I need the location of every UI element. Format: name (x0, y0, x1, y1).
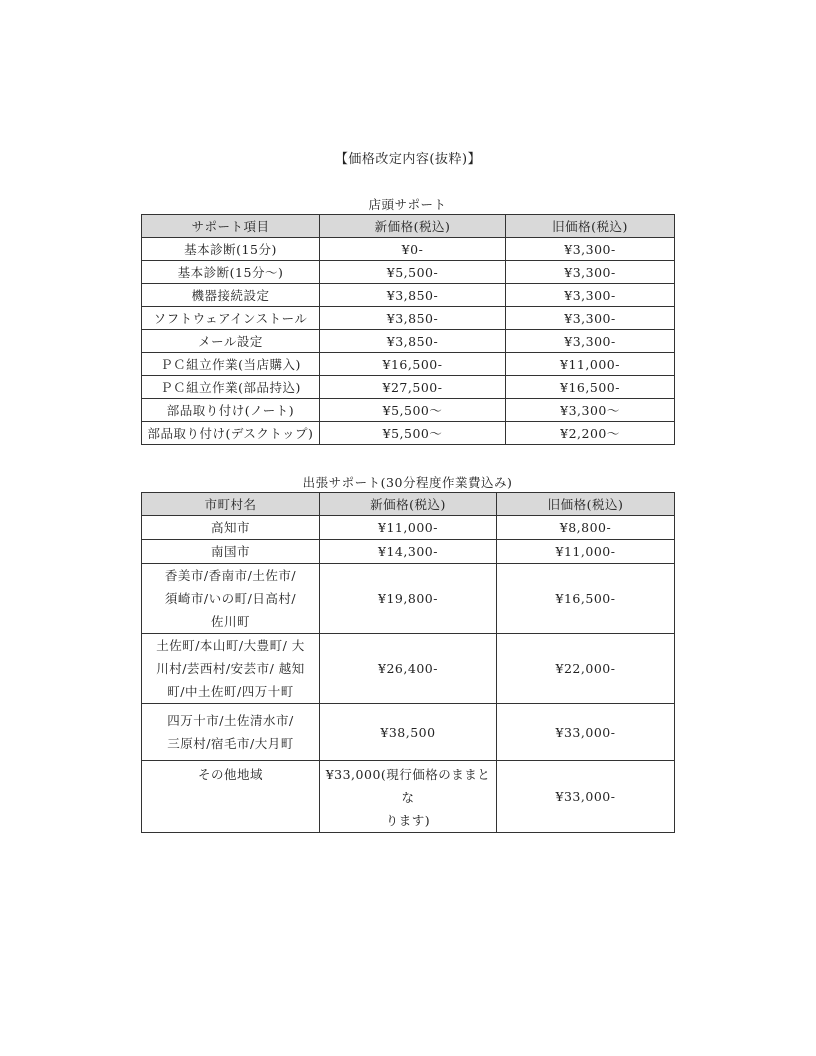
new-price-line: ¥14,300- (378, 544, 438, 559)
page-title: 【価格改定内容(抜粋)】 (334, 152, 482, 167)
new-price-cell: ¥5,500- (320, 261, 506, 284)
new-price-cell: ¥16,500- (320, 353, 506, 376)
new-price-cell: ¥3,850- (320, 284, 506, 307)
old-price-cell: ¥3,300- (506, 307, 675, 330)
old-price-cell: ¥11,000- (506, 353, 675, 376)
municipality-cell (142, 564, 320, 634)
municipality-line: 土佐町/本山町/大豊町/ 大 (156, 638, 305, 653)
column-header-new-price: 新価格(税込) (320, 215, 506, 238)
onsite-support-table (141, 492, 675, 833)
old-price-cell: ¥33,000- (497, 704, 675, 761)
new-price-cell: ¥5,500～ (320, 399, 506, 422)
new-price-line: ¥26,400- (378, 661, 438, 676)
municipality-line: 高知市 (210, 520, 250, 535)
new-price-cell (320, 704, 497, 761)
table-row (142, 376, 675, 399)
table-row (142, 634, 675, 704)
old-price-cell: ¥8,800- (497, 516, 675, 540)
old-price-cell: ¥11,000- (497, 540, 675, 564)
old-price-cell: ¥3,300- (506, 238, 675, 261)
store-support-caption: 店頭サポート (368, 197, 447, 212)
new-price-line: ります) (385, 813, 431, 828)
new-price-cell (320, 516, 497, 540)
table-row (142, 284, 675, 307)
old-price-cell: ¥33,000- (497, 761, 675, 833)
new-price-line: ¥19,800- (378, 591, 438, 606)
new-price-cell (320, 634, 497, 704)
old-price-cell: ¥16,500- (506, 376, 675, 399)
new-price-line: ¥38,500 (380, 724, 436, 740)
municipality-cell (142, 540, 320, 564)
table-row (142, 353, 675, 376)
new-price-cell (320, 761, 497, 833)
table-row (142, 516, 675, 540)
service-item-cell: ＰＣ組立作業(部品持込) (142, 376, 320, 399)
municipality-cell (142, 704, 320, 761)
service-item-cell: ＰＣ組立作業(当店購入) (142, 353, 320, 376)
municipality-line: 佐川町 (210, 614, 250, 629)
column-header-municipality: 市町村名 (142, 493, 320, 516)
old-price-cell: ¥2,200～ (506, 422, 675, 445)
new-price-cell (320, 564, 497, 634)
new-price-cell: ¥27,500- (320, 376, 506, 399)
new-price-line: ¥33,000(現行価格のままとな (325, 767, 491, 805)
municipality-line: 南国市 (210, 544, 250, 559)
old-price-cell: ¥3,300～ (506, 399, 675, 422)
municipality-line: 川村/芸西村/安芸市/ 越知 (156, 661, 305, 676)
old-price-cell: ¥3,300- (506, 261, 675, 284)
municipality-line: 須崎市/いの町/日高村/ (164, 591, 297, 606)
municipality-line: その他地域 (197, 767, 263, 782)
table-row (142, 238, 675, 261)
column-header-old-price: 旧価格(税込) (497, 493, 675, 516)
old-price-cell: ¥22,000- (497, 634, 675, 704)
table-header-row (142, 493, 675, 516)
table-row (142, 261, 675, 284)
new-price-cell: ¥5,500～ (320, 422, 506, 445)
onsite-support-caption: 出張サポート(30分程度作業費込み) (302, 475, 513, 490)
municipality-cell (142, 761, 320, 833)
municipality-cell (142, 634, 320, 704)
municipality-line: 町/中土佐町/四万十町 (167, 684, 294, 699)
new-price-cell: ¥3,850- (320, 330, 506, 353)
table-row (142, 564, 675, 634)
new-price-cell (320, 540, 497, 564)
column-header-old-price: 旧価格(税込) (506, 215, 675, 238)
new-price-line: ¥11,000- (378, 520, 438, 535)
column-header-item: サポート項目 (142, 215, 320, 238)
service-item-cell: ソフトウェアインストール (142, 307, 320, 330)
table-row (142, 330, 675, 353)
service-item-cell: 基本診断(15分) (142, 238, 320, 261)
table-row (142, 540, 675, 564)
new-price-cell: ¥3,850- (320, 307, 506, 330)
old-price-cell: ¥3,300- (506, 284, 675, 307)
column-header-new-price: 新価格(税込) (320, 493, 497, 516)
table-row (142, 307, 675, 330)
service-item-cell: 部品取り付け(デスクトップ) (142, 422, 320, 445)
new-price-cell: ¥0- (320, 238, 506, 261)
service-item-cell: 基本診断(15分～) (142, 261, 320, 284)
municipality-line: 香美市/香南市/土佐市/ (164, 568, 297, 583)
service-item-cell: 機器接続設定 (142, 284, 320, 307)
table-header-row (142, 215, 675, 238)
table-row (142, 761, 675, 833)
store-support-table (141, 214, 675, 445)
municipality-cell (142, 516, 320, 540)
table-row (142, 399, 675, 422)
table-row (142, 704, 675, 761)
service-item-cell: 部品取り付け(ノート) (142, 399, 320, 422)
old-price-cell: ¥16,500- (497, 564, 675, 634)
municipality-line: 三原村/宿毛市/大月町 (167, 736, 294, 751)
service-item-cell: メール設定 (142, 330, 320, 353)
municipality-line: 四万十市/土佐清水市/ (167, 713, 294, 728)
table-row (142, 422, 675, 445)
old-price-cell: ¥3,300- (506, 330, 675, 353)
